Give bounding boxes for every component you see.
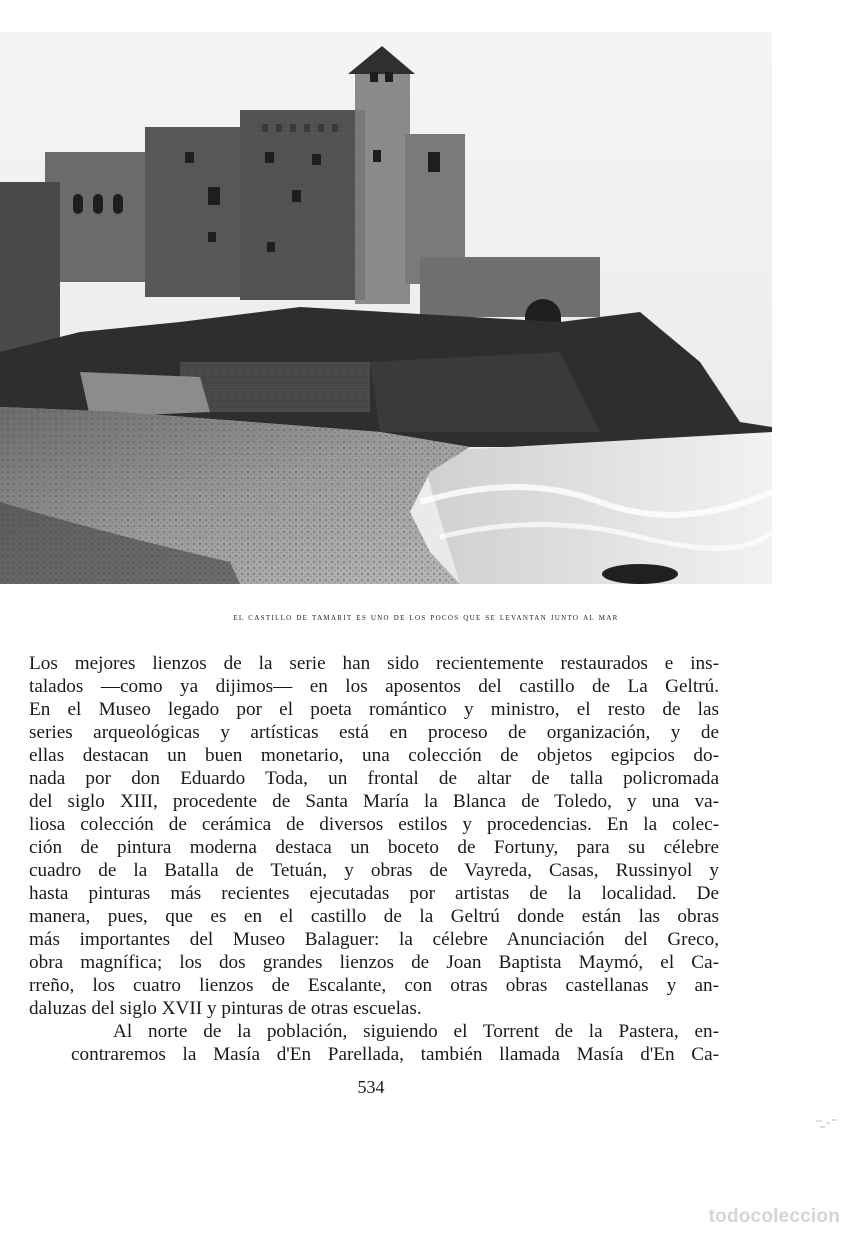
text-line-last: daluzas del siglo XVII y pinturas de otras escuelas. (29, 998, 422, 1019)
text-line: talados —como ya dijimos— en los aposentos del castillo de La Geltrú. (29, 676, 719, 697)
watermark: todocoleccion (708, 1206, 840, 1227)
text-line: hasta pinturas más recientes ejecutadas por artistas de la localidad. De (29, 883, 719, 904)
paragraph-1 (29, 652, 719, 1020)
text-line: series arqueológicas y artísticas está en proceso de organización, y de (29, 722, 719, 743)
text-line: más importantes del Museo Balaguer: la célebre Anunciación del Greco, (29, 929, 719, 950)
text-line: Los mejores lienzos de la serie han sido recientemente restaurados e ins- (29, 653, 719, 674)
text-line: En el Museo legado por el poeta romántico y ministro, el resto de las (29, 699, 719, 720)
page-number: 534 (357, 1077, 385, 1097)
photo-caption: el castillo de tamarit es uno de los pocos que se levantan junto al mar (233, 612, 619, 623)
text-line: nada por don Eduardo Toda, un frontal de altar de talla policromada (29, 768, 719, 789)
text-line: cuadro de la Batalla de Tetuán, y obras de Vayreda, Casas, Russinyol y (29, 860, 719, 881)
text-line: ellas destacan un buen monetario, una colección de objetos egipcios do- (29, 745, 719, 766)
paragraph-2 (29, 1020, 719, 1066)
text-line: del siglo XIII, procedente de Santa María la Blanca de Toledo, y una va- (29, 791, 719, 812)
text-line: manera, pues, que es en el castillo de la Geltrú donde están las obras (29, 906, 719, 927)
scan-edge-marks (812, 1115, 842, 1131)
article-body (29, 652, 719, 1066)
text-line: rreño, los cuatro lienzos de Escalante, con otras obras castellanas y an- (29, 975, 719, 996)
text-line: ción de pintura moderna destaca un boceto de Fortuny, para su célebre (29, 837, 719, 858)
text-line: obra magnífica; los dos grandes lienzos de Joan Baptista Maymó, el Ca- (29, 952, 719, 973)
text-line: Al norte de la población, siguiendo el Torrent de la Pastera, en- (113, 1021, 719, 1042)
text-line: liosa colección de cerámica de diversos estilos y procedencias. En la colec- (29, 814, 719, 835)
text-line: contraremos la Masía d'En Parellada, también llamada Masía d'En Ca- (71, 1044, 719, 1065)
castle-photograph (0, 32, 772, 584)
